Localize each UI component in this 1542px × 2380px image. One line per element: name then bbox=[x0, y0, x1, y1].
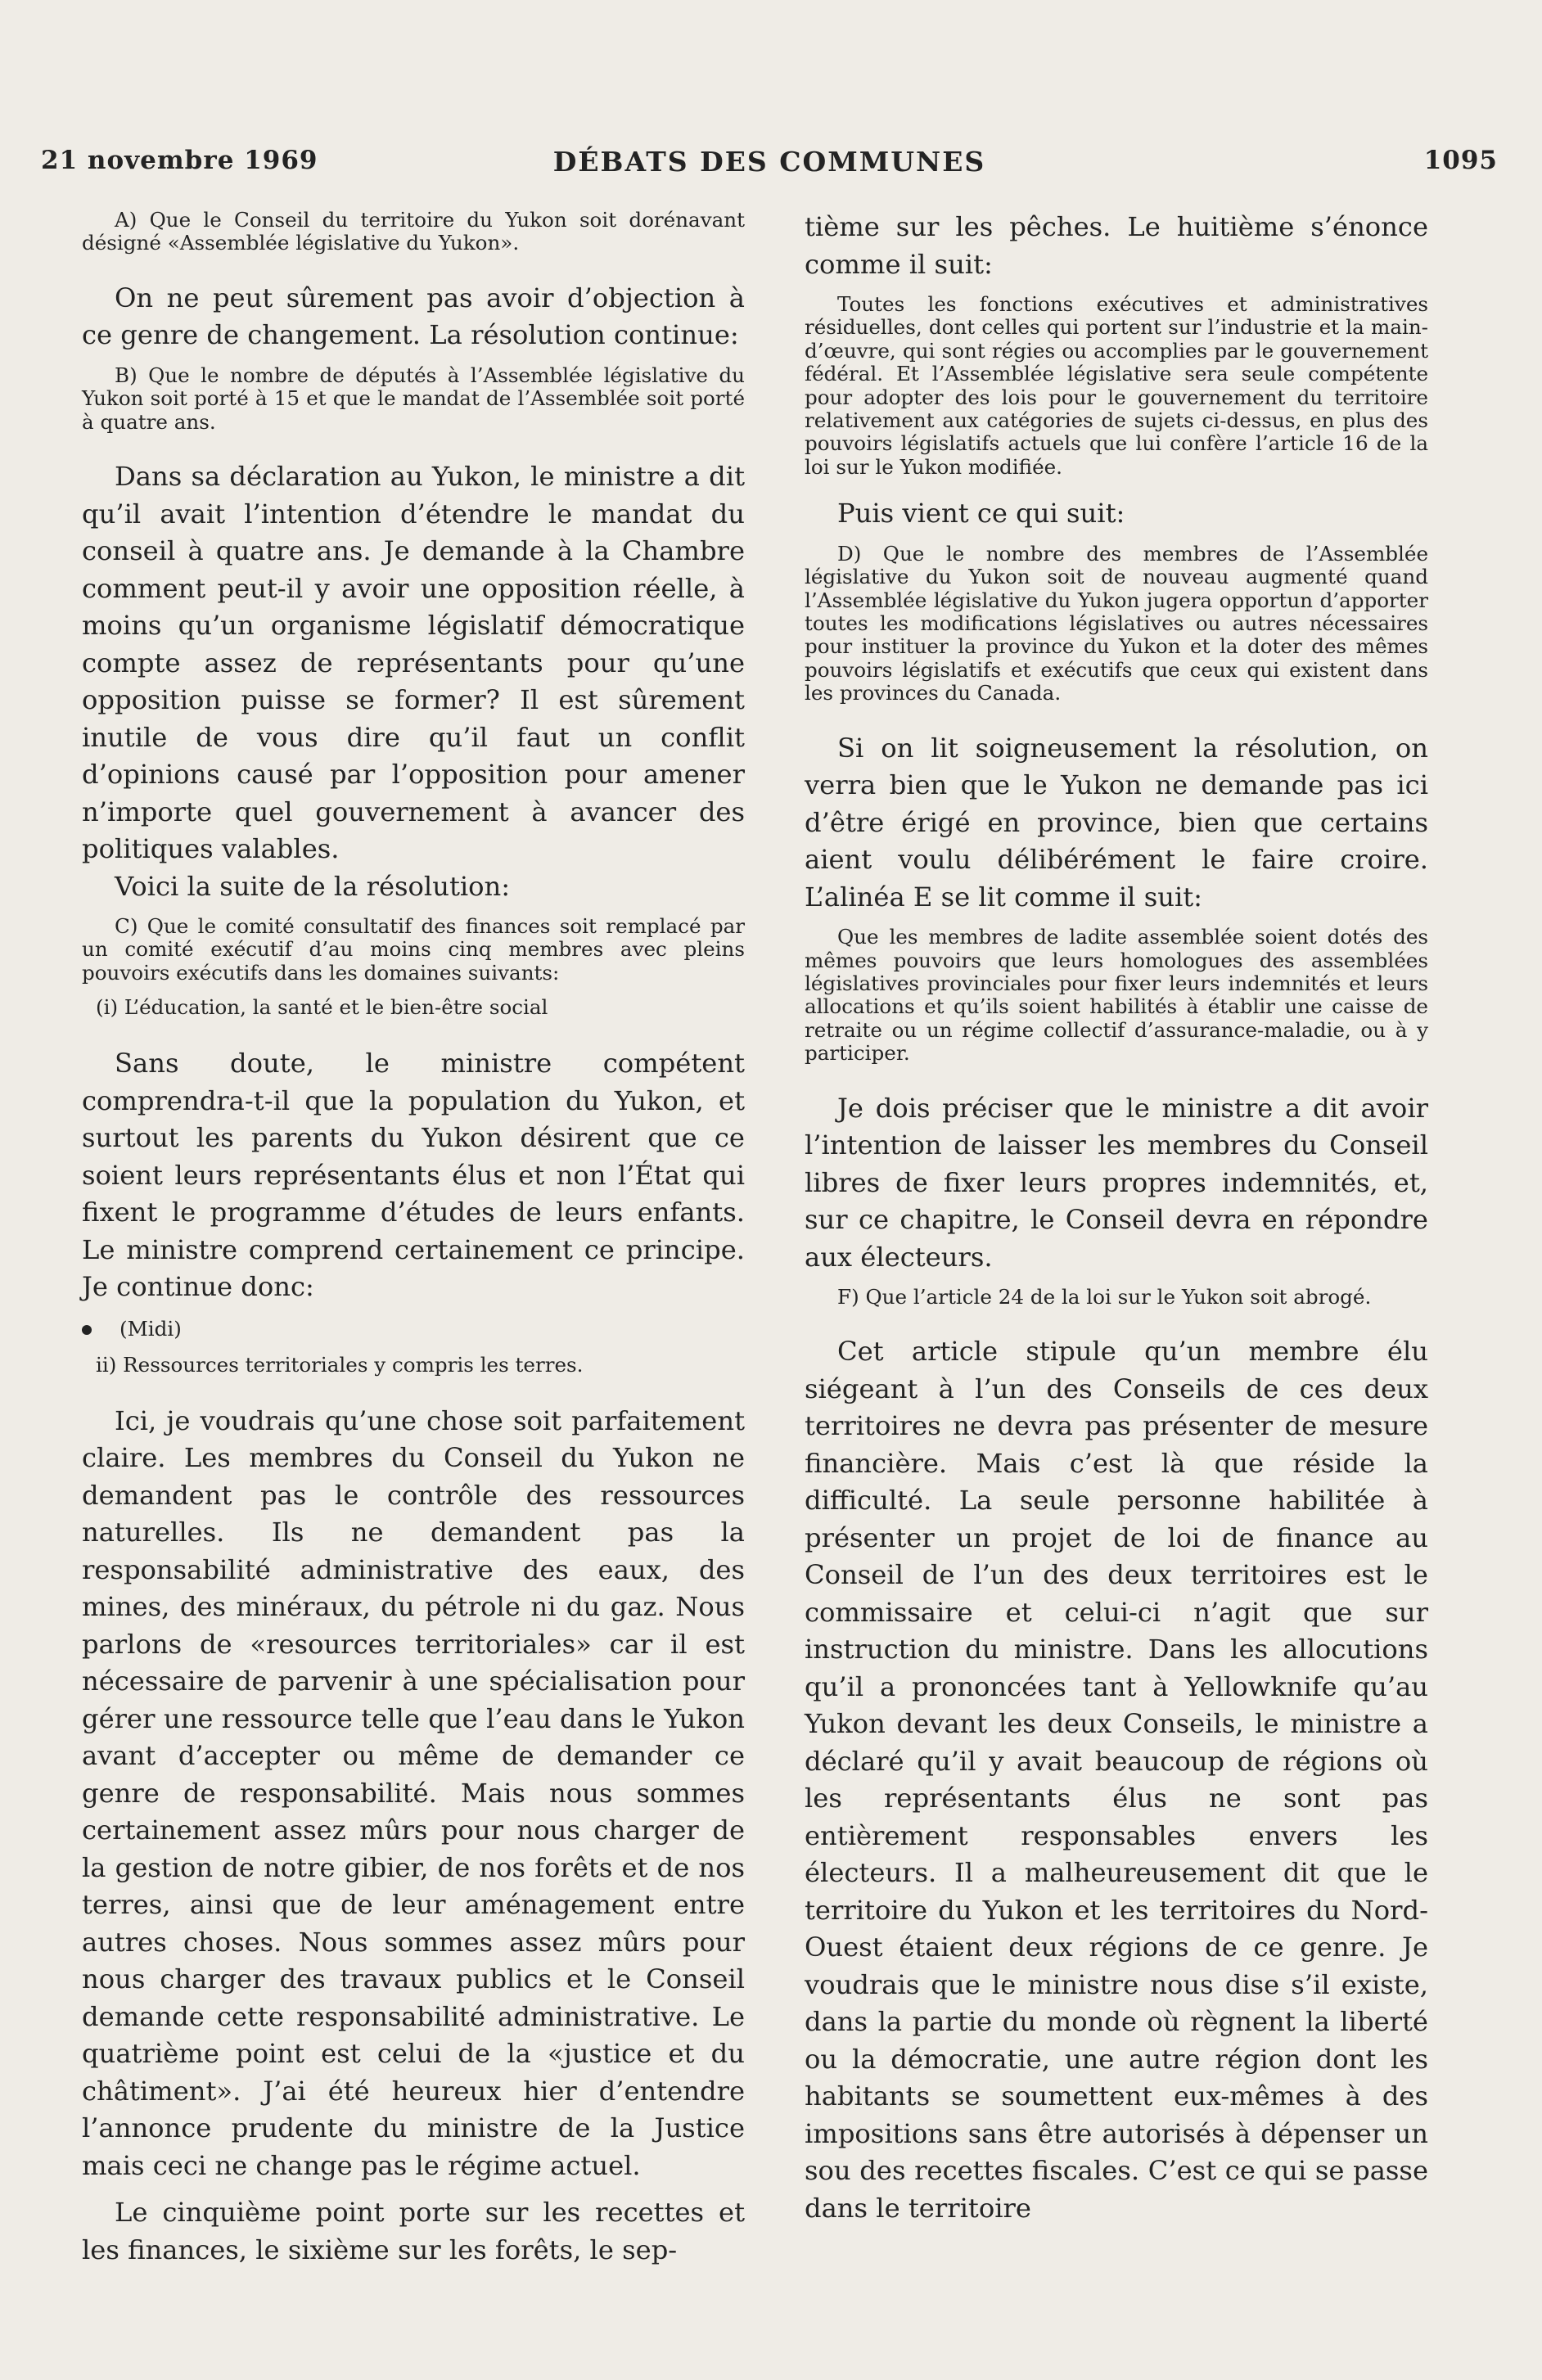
resolution-clause-c: C) Que le comité consultatif des finances soit remplacé par un comité exécutif d’au moins cinq membres avec pleins pouvoirs exécutifs dans les domaines suivants: bbox=[82, 914, 745, 985]
paragraph: Dans sa déclaration au Yukon, le ministre a dit qu’il avait l’intention d’étendre le mandat du conseil à quatre ans. Je demande à la Chambre comment peut-il y avoir une opposition réelle, à moins qu’un organisme législatif démocratique compte assez de représentants pour qu’une opposition puisse se former? Il est sûrement inutile de vous dire qu’il faut un conflit d’opinions causé par l’opposition pour amener n’importe quel gouvernement à avancer des politiques valables. bbox=[82, 461, 745, 865]
paragraph: Cet article stipule qu’un membre élu siégeant à l’un des Conseils de ces deux territoires ne devra pas présenter de mesure financière. Mais c’est là que réside la difficulté. La seule personne habilitée à présenter un projet de loi de finance au Conseil de l’un des deux territoires est le commissaire et celui-ci n’agit que sur instruction du ministre. Dans les allocutions qu’il a prononcées tant à Yellowknife qu’au Yukon devant les deux Conseils, le ministre a déclaré qu’il y avait beaucoup de régions où les représentants élus ne sont pas entièrement responsables envers les électeurs. Il a malheureusement dit que le territoire du Yukon et les territoires du Nord-Ouest étaient deux régions de ce genre. Je voudrais que le ministre nous dise s’il existe, dans la partie du monde où règnent la liberté ou la démocratie, une autre région dont les habitants se soumettent eux-mêmes à des impositions sans être autorisés à dépenser un sou des recettes fiscales. C’est ce qui se passe dans le territoire bbox=[805, 1336, 1428, 2224]
resolution-clause-a: A) Que le Conseil du territoire du Yukon soit dorénavant désigné «Assemblée législative du Yukon». bbox=[82, 208, 745, 255]
running-header bbox=[41, 146, 1498, 185]
paragraph: Voici la suite de la résolution: bbox=[115, 870, 511, 902]
midi-label: (Midi) bbox=[119, 1316, 182, 1341]
right-column bbox=[805, 209, 1428, 2227]
midi-note bbox=[82, 1316, 745, 1342]
paragraph: Le cinquième point porte sur les recettes et les finances, le sixième sur les forêts, le sep- bbox=[82, 2197, 745, 2265]
bullet-dot-icon bbox=[82, 1325, 92, 1335]
header-title: DÉBATS DES COMMUNES bbox=[552, 146, 986, 178]
paragraph: Si on lit soigneusement la résolution, on verra bien que le Yukon ne demande pas ici d’être érigé en province, bien que certains aient voulu délibérément le faire croire. L’alinéa E se lit comme il suit: bbox=[805, 732, 1428, 913]
resolution-clause-b: B) Que le nombre de députés à l’Assemblée législative du Yukon soit porté à 15 et que le mandat de l’Assemblée soit porté à quatre ans. bbox=[82, 363, 745, 434]
clause-c-item-ii: ii) Ressources territoriales y compris les terres. bbox=[96, 1352, 584, 1377]
left-column bbox=[82, 209, 745, 2269]
header-date: 21 novembre 1969 bbox=[41, 146, 318, 175]
paragraph: Ici, je voudrais qu’une chose soit parfaitement claire. Les membres du Conseil du Yukon ne demandent pas le contrôle des ressources naturelles. Ils ne demandent pas la responsabilité administrative des eaux, des mines, des minéraux, du pétrole ni du gaz. Nous parlons de «resources territoriales» car il est nécessaire de parvenir à une spécialisation pour gérer une ressource telle que l’eau dans le Yukon avant d’accepter ou même de demander ce genre de responsabilité. Mais nous sommes certainement assez mûrs pour nous charger de la gestion de notre gibier, de nos forêts et de nos terres, ainsi que de leur aménagement entre autres choses. Nous sommes assez mûrs pour nous charger des travaux publics et le Conseil demande cette responsabilité administrative. Le quatrième point est celui de la «justice et du châtiment». J’ai été heureux hier d’entendre l’annonce prudente du ministre de la Justice mais ceci ne change pas le régime actuel. bbox=[82, 1404, 745, 2181]
paragraph: Sans doute, le ministre compétent comprendra-t-il que la population du Yukon, et surtout les parents du Yukon désirent que ce soient leurs représentants élus et non l’État qui fixent le programme d’études de leurs enfants. Le ministre comprend certainement ce principe. Je continue donc: bbox=[82, 1048, 745, 1303]
paragraph: Je dois préciser que le ministre a dit avoir l’intention de laisser les membres du Conseil libres de fixer leurs propres indemnités, et, sur ce chapitre, le Conseil devra en répondre aux électeurs. bbox=[805, 1092, 1428, 1273]
clause-c-item-i: (i) L’éducation, la santé et le bien-être social bbox=[96, 995, 548, 1020]
page-number: 1095 bbox=[1423, 146, 1498, 175]
paragraph: On ne peut sûrement pas avoir d’objection à ce genre de changement. La résolution continue: bbox=[82, 282, 745, 351]
resolution-clause-f: F) Que l’article 24 de la loi sur le Yukon soit abrogé. bbox=[837, 1285, 1372, 1309]
paragraph: tième sur les pêches. Le huitième s’énonce comme il suit: bbox=[805, 211, 1428, 280]
resolution-clause-e: Que les membres de ladite assemblée soient dotés des mêmes pouvoirs que leurs homologues des assemblées législatives provinciales pour fixer leurs indemnités et leurs allocations et qu’ils soient habilités à établir une caisse de retraite ou un régime collectif d’assurance-maladie, ou à y participer. bbox=[805, 925, 1428, 1066]
resolution-clause-d: D) Que le nombre des membres de l’Assemblée législative du Yukon soit de nouveau augmenté quand l’Assemblée législative du Yukon jugera opportun d’apporter toutes les modifications législatives ou autres nécessaires pour instituer la province du Yukon et la doter des mêmes pouvoirs législatifs et exécutifs que ceux qui existent dans les provinces du Canada. bbox=[805, 541, 1428, 705]
paragraph: Puis vient ce qui suit: bbox=[837, 498, 1125, 530]
quoted-clause: Toutes les fonctions exécutives et administratives résiduelles, dont celles qui portent sur l’industrie et la main-d’œuvre, qui sont régies ou accomplies par le gouvernement fédéral. Et l’Assemblée législative sera seule compétente pour adopter des lois pour le gouvernement du territoire relativement aux catégories de sujets ci-dessus, en plus des pouvoirs législatifs actuels que lui confère l’article 16 de la loi sur le Yukon modifiée. bbox=[805, 292, 1428, 479]
